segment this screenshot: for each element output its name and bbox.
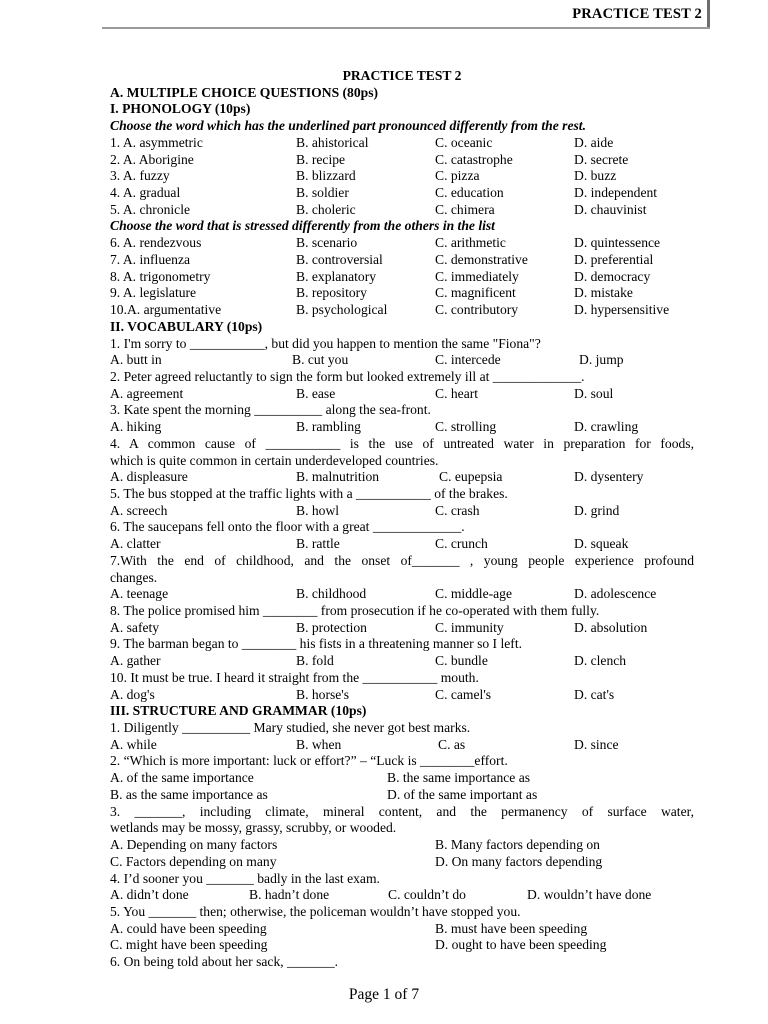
stress-question-4-option-a: 9. A. legislature (110, 285, 197, 301)
stress-question-5-option-b: B. psychological (296, 302, 388, 318)
stress-question-1-option-c: C. arithmetic (435, 235, 506, 251)
vocab-options-2-option-a: A. agreement (110, 385, 184, 401)
vocab-options-2-option-d: D. soul (574, 385, 614, 401)
phonology-instruction: Choose the word which has the underlined part pronounced differently from the rest. (110, 118, 586, 134)
grammar-options-3a-option-a: A. Depending on many factors (110, 837, 278, 853)
stress-question-4 (110, 285, 694, 302)
grammar-options-2b-option-a: B. as the same importance as (110, 786, 268, 802)
grammar-question-3-line-2: wetlands may be mossy, grassy, scrubby, or wooded. (110, 820, 397, 836)
pronunciation-question-3-option-d: D. buzz (574, 168, 617, 184)
vocab-options-1-option-b: B. cut you (292, 352, 349, 368)
stress-question-3-option-a: 8. A. trigonometry (110, 268, 211, 284)
vocab-options-5-option-d: D. grind (574, 502, 620, 518)
grammar-question-4: 4. I’d sooner you _______ badly in the last exam. (110, 870, 380, 886)
grammar-options-3b-option-b: D. On many factors depending (435, 853, 603, 869)
vocab-question-10: 10. It must be true. I heard it straight from the ___________ mouth. (110, 669, 479, 685)
grammar-options-2a-option-b: B. the same importance as (387, 770, 531, 786)
vocab-options-2 (110, 386, 694, 403)
pronunciation-question-4-option-a: 4. A. gradual (110, 185, 181, 201)
vocab-question-5: 5. The bus stopped at the traffic lights with a ___________ of the brakes. (110, 485, 508, 501)
vocab-options-1-option-d: D. jump (579, 352, 624, 368)
pronunciation-question-3 (110, 168, 694, 185)
pronunciation-question-4-option-b: B. soldier (296, 185, 349, 201)
vocab-options-7-option-b: B. childhood (296, 586, 367, 602)
pronunciation-question-1-option-b: B. ahistorical (296, 134, 369, 150)
vocab-question-7-line-2: changes. (110, 569, 158, 585)
page-number: Page 1 of 7 (348, 986, 420, 1003)
vocab-options-4-option-a: A. displeasure (110, 469, 188, 485)
vocab-options-5-option-c: C. crash (435, 502, 480, 518)
vocab-options-8-option-a: A. safety (110, 619, 160, 635)
vocab-options-9 (110, 653, 694, 670)
vocab-options-1 (110, 352, 694, 369)
vocab-options-6-option-b: B. rattle (296, 536, 340, 552)
grammar-options-2a-option-a: A. of the same importance (110, 770, 254, 786)
vocab-question-8: 8. The police promised him ________ from prosecution if he co-operated with them fully. (110, 603, 600, 618)
vocab-options-3 (110, 419, 694, 436)
vocab-options-7-option-d: D. adolescence (574, 586, 657, 602)
vocab-options-3-option-a: A. hiking (110, 419, 162, 435)
vocab-options-5-option-a: A. screech (110, 502, 168, 518)
grammar-question-5: 5. You _______ then; otherwise, the policeman wouldn’t have stopped you. (110, 903, 521, 919)
stress-question-2-option-c: C. demonstrative (435, 251, 528, 267)
vocab-options-9-option-c: C. bundle (435, 653, 488, 669)
grammar-heading: III. STRUCTURE AND GRAMMAR (10ps) (110, 703, 367, 719)
vocab-options-2-option-b: B. ease (296, 385, 336, 401)
vocab-options-10-option-d: D. cat's (574, 686, 615, 702)
vocab-options-7-option-a: A. teenage (110, 586, 169, 602)
stress-question-2 (110, 252, 694, 269)
stress-question-3-option-d: D. democracy (574, 268, 651, 284)
phonology-heading: I. PHONOLOGY (10ps) (110, 101, 251, 117)
grammar-options-3a (110, 837, 694, 854)
grammar-options-5b-option-a: C. might have been speeding (110, 937, 268, 953)
pronunciation-question-2-option-a: 2. A. Aborigine (110, 151, 194, 167)
vocab-options-8-option-d: D. absolution (574, 619, 648, 635)
vocab-options-1-option-a: A. butt in (110, 352, 162, 368)
vocab-options-4 (110, 469, 694, 486)
vocab-question-4-line-1: 4. A common cause of ___________ is the use of untreated water in preparation for foods, (110, 435, 694, 451)
section-a-heading: A. MULTIPLE CHOICE QUESTIONS (80ps) (110, 84, 379, 100)
pronunciation-question-5-option-a: 5. A. chronicle (110, 201, 191, 217)
vocab-question-1: 1. I'm sorry to ___________, but did you happen to mention the same "Fiona"? (110, 335, 541, 351)
grammar-question-3-line-1: 3. _______, including climate, mineral content, and the permanency of surface water, (110, 803, 694, 819)
grammar-options-1 (110, 737, 694, 754)
grammar-options-4-option-d: D. wouldn’t have done (527, 887, 652, 903)
vocab-question-7-line-1: 7.With the end of childhood, and the onset of_______ , young people experience profound (110, 552, 694, 568)
pronunciation-question-3-option-c: C. pizza (435, 168, 480, 184)
page-header (102, 0, 710, 29)
grammar-question-2: 2. “Which is more important: luck or effort?” – “Luck is ________effort. (110, 753, 508, 769)
vocab-options-6-option-c: C. crunch (435, 536, 488, 552)
vocab-options-5 (110, 503, 694, 520)
vocab-options-4-option-d: D. dysentery (574, 469, 644, 485)
stress-questions (110, 235, 694, 319)
stress-question-3-option-b: B. explanatory (296, 268, 377, 284)
grammar-options-2b (110, 787, 694, 804)
grammar-options-3a-option-b: B. Many factors depending on (435, 837, 600, 853)
stress-instruction: Choose the word that is stressed differently from the others in the list (110, 218, 495, 234)
vocab-options-8 (110, 620, 694, 637)
header-divider (707, 0, 710, 27)
stress-question-1-option-a: 6. A. rendezvous (110, 235, 202, 251)
grammar-options-4 (110, 887, 694, 904)
grammar-options-2a (110, 770, 694, 787)
grammar-options-5a-option-a: A. could have been speeding (110, 920, 267, 936)
stress-question-2-option-d: D. preferential (574, 251, 654, 267)
stress-question-5 (110, 302, 694, 319)
header-title: PRACTICE TEST 2 (572, 6, 702, 22)
pronunciation-questions (110, 135, 694, 219)
vocab-question-2: 2. Peter agreed reluctantly to sign the form but looked extremely ill at _____________. (110, 368, 585, 384)
pronunciation-question-5-option-b: B. choleric (296, 201, 356, 217)
stress-question-1-option-d: D. quintessence (574, 235, 661, 251)
vocab-question-4-line-2: which is quite common in certain underdeveloped countries. (110, 452, 439, 468)
grammar-options-5b-option-b: D. ought to have been speeding (435, 937, 607, 953)
pronunciation-question-1-option-d: D. aide (574, 134, 614, 150)
vocab-options-1-option-c: C. intercede (435, 352, 501, 368)
pronunciation-question-1-option-a: 1. A. asymmetric (110, 134, 203, 150)
stress-question-3-option-c: C. immediately (435, 268, 519, 284)
vocab-question-3: 3. Kate spent the morning __________ along the sea-front. (110, 402, 431, 418)
vocab-options-4-option-c: C. eupepsia (439, 469, 503, 485)
grammar-options-2b-option-b: D. of the same important as (387, 786, 538, 802)
vocab-options-10-option-c: C. camel's (435, 686, 492, 702)
pronunciation-question-3-option-b: B. blizzard (296, 168, 356, 184)
vocab-options-6-option-d: D. squeak (574, 536, 629, 552)
vocab-options-8-option-b: B. protection (296, 619, 367, 635)
grammar-options-1-option-a: A. while (110, 736, 157, 752)
stress-question-4-option-d: D. mistake (574, 285, 633, 301)
grammar-options-5b (110, 937, 694, 954)
pronunciation-question-3-option-a: 3. A. fuzzy (110, 168, 170, 184)
vocab-options-9-option-b: B. fold (296, 653, 334, 669)
vocab-options-8-option-c: C. immunity (435, 619, 504, 635)
stress-question-5-option-d: D. hypersensitive (574, 302, 670, 318)
grammar-question-6: 6. On being told about her sack, _______. (110, 954, 339, 970)
vocab-options-3-option-c: C. strolling (435, 419, 497, 435)
document-title: PRACTICE TEST 2 (342, 68, 462, 83)
vocab-options-9-option-a: A. gather (110, 653, 161, 669)
grammar-options-1-option-b: B. when (296, 736, 342, 752)
stress-question-5-option-c: C. contributory (435, 302, 519, 318)
stress-question-2-option-a: 7. A. influenza (110, 251, 191, 267)
stress-question-3 (110, 269, 694, 286)
pronunciation-question-4-option-c: C. education (435, 185, 504, 201)
grammar-options-4-option-c: C. couldn’t do (388, 887, 466, 903)
vocabulary-heading: II. VOCABULARY (10ps) (110, 318, 263, 334)
vocab-options-4-option-b: B. malnutrition (296, 469, 380, 485)
grammar-question-1: 1. Diligently __________ Mary studied, she never got best marks. (110, 720, 471, 736)
document-body (110, 68, 694, 971)
pronunciation-question-2-option-c: C. catastrophe (435, 151, 513, 167)
pronunciation-question-1-option-c: C. oceanic (435, 134, 493, 150)
pronunciation-question-4-option-d: D. independent (574, 185, 658, 201)
vocab-options-6 (110, 536, 694, 553)
stress-question-1 (110, 235, 694, 252)
vocab-options-7-option-c: C. middle-age (435, 586, 513, 602)
vocab-options-3-option-b: B. rambling (296, 419, 361, 435)
pronunciation-question-2-option-d: D. secrete (574, 151, 629, 167)
vocab-options-3-option-d: D. crawling (574, 419, 639, 435)
grammar-options-4-option-a: A. didn’t done (110, 887, 189, 903)
pronunciation-question-2 (110, 152, 694, 169)
grammar-options-5a-option-b: B. must have been speeding (435, 920, 588, 936)
grammar-options-3b (110, 854, 694, 871)
vocab-options-2-option-c: C. heart (435, 385, 479, 401)
grammar-options-1-option-d: D. since (574, 736, 619, 752)
grammar-options-4-option-b: B. hadn’t done (249, 887, 330, 903)
stress-question-4-option-c: C. magnificent (435, 285, 516, 301)
stress-question-2-option-b: B. controversial (296, 251, 383, 267)
grammar-options-3b-option-a: C. Factors depending on many (110, 853, 277, 869)
pronunciation-question-5-option-c: C. chimera (435, 201, 495, 217)
stress-question-5-option-a: 10.A. argumentative (110, 302, 222, 318)
grammar-options-1-option-c: C. as (438, 736, 466, 752)
stress-question-4-option-b: B. repository (296, 285, 367, 301)
vocab-options-6-option-a: A. clatter (110, 536, 161, 552)
stress-question-1-option-b: B. scenario (296, 235, 358, 251)
vocab-options-5-option-b: B. howl (296, 502, 340, 518)
pronunciation-question-5 (110, 202, 694, 219)
vocab-options-7 (110, 586, 694, 603)
grammar-options-5a (110, 921, 694, 938)
pronunciation-question-5-option-d: D. chauvinist (574, 201, 647, 217)
vocab-options-10-option-a: A. dog's (110, 686, 155, 702)
pronunciation-question-4 (110, 185, 694, 202)
vocab-question-9: 9. The barman began to ________ his fists in a threatening manner so I left. (110, 636, 522, 652)
vocab-options-10 (110, 687, 694, 704)
vocab-options-10-option-b: B. horse's (296, 686, 350, 702)
vocab-question-6: 6. The saucepans fell onto the floor with a great _____________. (110, 519, 465, 535)
pronunciation-question-1 (110, 135, 694, 152)
vocab-options-9-option-d: D. clench (574, 653, 627, 669)
pronunciation-question-2-option-b: B. recipe (296, 151, 346, 167)
